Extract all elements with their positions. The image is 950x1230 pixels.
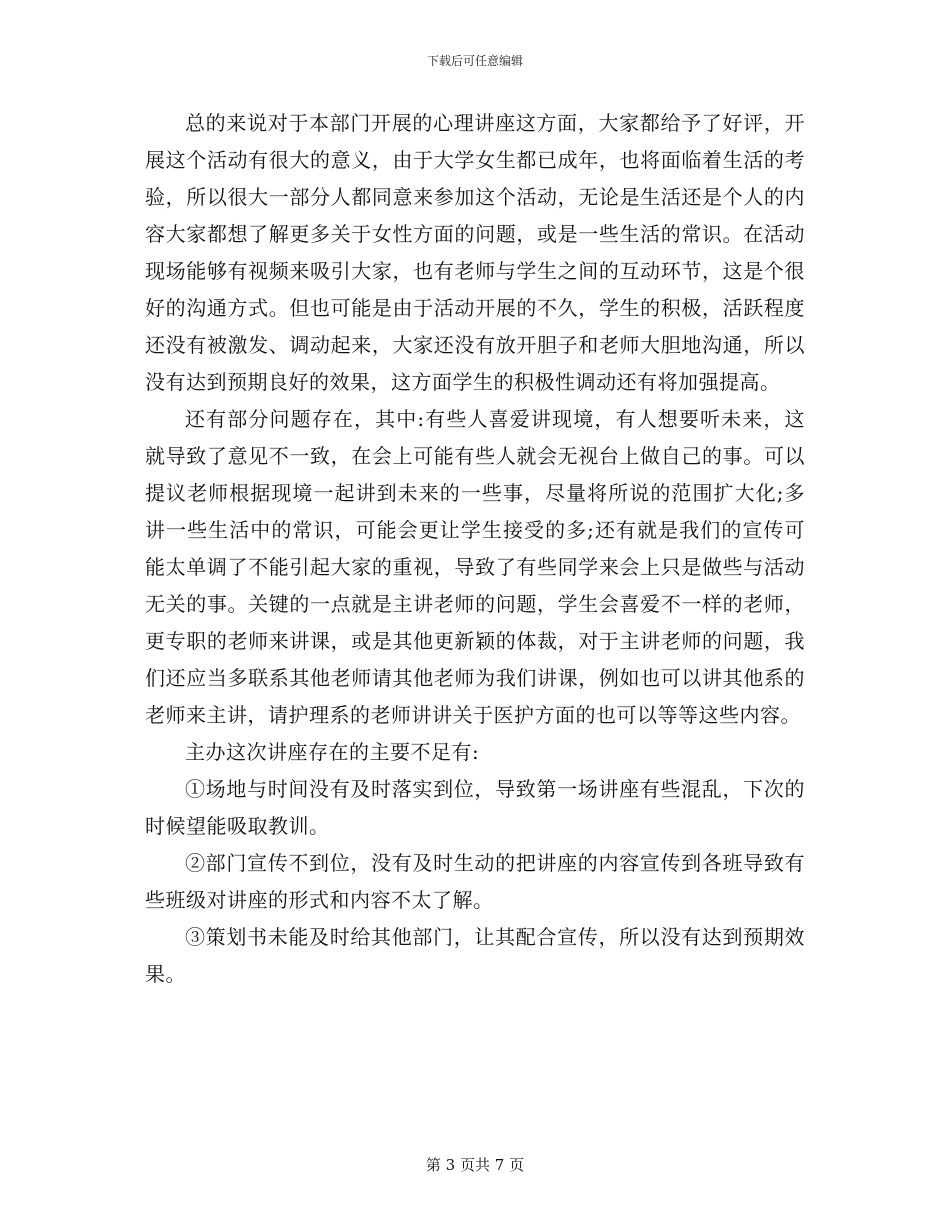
paragraph-shortcoming-1: ①场地与时间没有及时落实到位，导致第一场讲座有些混乱，下次的时候望能吸取教训。 <box>145 777 805 838</box>
page-header: 下载后可任意编辑 <box>426 54 523 68</box>
document-body <box>145 105 805 993</box>
page-number: 第 3 页共 7 页 <box>425 1156 525 1174</box>
paragraph-summary: 总的来说对于本部门开展的心理讲座这方面，大家都给予了好评，开展这个活动有很大的意义，由于大学女生都已成年，也将面临着生活的考验，所以很大一部分人都同意来参加这个活动，无论是生活还是个人的内容大家都想了解更多关于女性方面的问题，或是一些生活的常识。在活动现场能够有视频来吸引大家，也有老师与学生之间的互动环节，这是个很好的沟通方式。但也可能是由于活动开展的不久，学生的积极，活跃程度还没有被激发、调动起来，大家还没有放开胆子和老师大胆地沟通，所以没有达到预期良好的效果，这方面学生的积极性调动还有将加强提高。 <box>145 111 805 394</box>
paragraph-problems: 还有部分问题存在，其中:有些人喜爱讲现境，有人想要听未来，这就导致了意见不一致，在会上可能有些人就会无视台上做自己的事。可以提议老师根据现境一起讲到未来的一些事，尽量将所说的范围扩大化;多讲一些生活中的常识，可能会更让学生接受的多;还有就是我们的宣传可能太单调了不能引起大家的重视，导致了有些同学来会上只是做些与活动无关的事。关键的一点就是主讲老师的问题，学生会喜爱不一样的老师，更专职的老师来讲课，或是其他更新颖的体裁，对于主讲老师的问题，我们还应当多联系其他老师请其他老师为我们讲课，例如也可以讲其他系的老师来主讲，请护理系的老师讲讲关于医护方面的也可以等等这些内容。 <box>145 407 805 727</box>
paragraph-shortcoming-2: ②部门宣传不到位，没有及时生动的把讲座的内容宣传到各班导致有些班级对讲座的形式和内容不太了解。 <box>145 851 805 912</box>
paragraph-shortcoming-3: ③策划书未能及时给其他部门，让其配合宣传，所以没有达到预期效果。 <box>145 925 805 986</box>
paragraph-shortcomings-intro: 主办这次讲座存在的主要不足有: <box>185 740 480 764</box>
